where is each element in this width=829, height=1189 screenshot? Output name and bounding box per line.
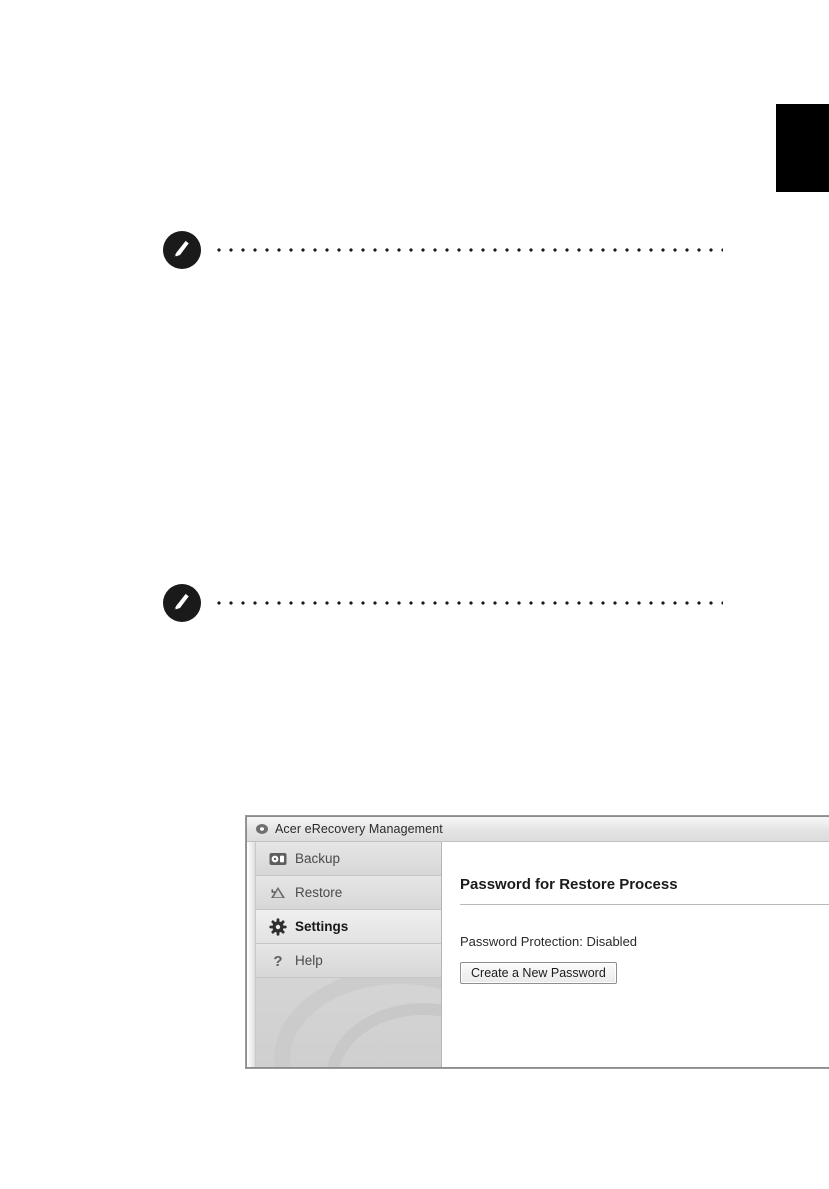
password-protection-status: Password Protection: Disabled xyxy=(460,934,638,949)
sidebar-item-label: Backup xyxy=(295,851,341,866)
svg-text:?: ? xyxy=(273,952,283,969)
note-separator-1 xyxy=(163,230,723,270)
content-divider xyxy=(460,904,829,905)
acer-disc-icon xyxy=(255,822,269,836)
sidebar-item-label: Restore xyxy=(295,885,343,900)
backup-disc-icon xyxy=(268,849,288,869)
sidebar-item-restore[interactable] xyxy=(256,876,441,910)
sidebar-items xyxy=(256,842,441,978)
sidebar-item-settings[interactable] xyxy=(256,910,441,944)
gear-icon xyxy=(268,917,288,937)
note-pencil-icon xyxy=(163,231,201,269)
create-new-password-button[interactable]: Create a New Password xyxy=(460,962,617,984)
note-separator-2 xyxy=(163,583,723,623)
sidebar-item-help[interactable] xyxy=(256,944,441,978)
sidebar-item-backup[interactable] xyxy=(256,842,441,876)
content-pane xyxy=(442,842,829,1067)
sidebar-gutter xyxy=(247,842,256,1067)
note-dotted-rule xyxy=(213,601,723,605)
sidebar-item-label: Settings xyxy=(295,919,349,934)
sidebar xyxy=(247,842,442,1067)
page-edge-tab xyxy=(776,104,829,192)
sidebar-item-label: Help xyxy=(295,953,323,968)
window-title-bar[interactable] xyxy=(247,817,829,842)
note-pencil-icon xyxy=(163,584,201,622)
restore-arrow-icon xyxy=(268,883,288,903)
note-dotted-rule xyxy=(213,248,723,252)
sidebar-decoration xyxy=(256,978,441,1067)
window-title: Acer eRecovery Management xyxy=(275,822,443,836)
content-heading: Password for Restore Process xyxy=(460,876,678,893)
window-body xyxy=(247,842,829,1067)
acer-erecovery-window xyxy=(246,816,829,1068)
question-mark-icon xyxy=(268,951,288,971)
